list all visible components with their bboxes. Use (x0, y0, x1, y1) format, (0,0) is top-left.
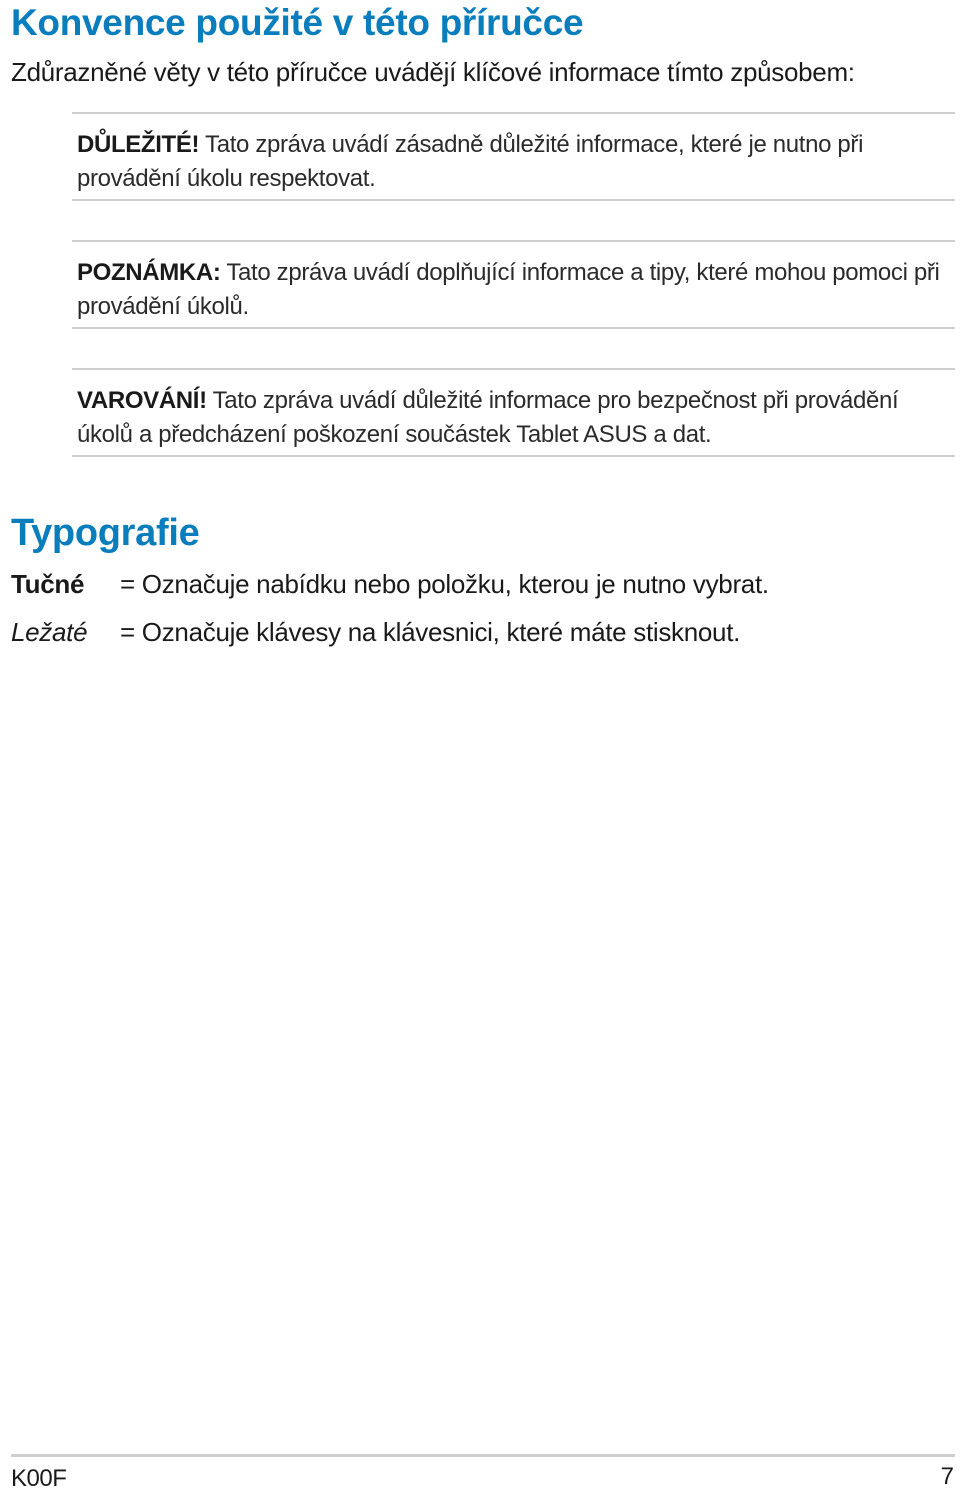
notice-important-text: Tato zpráva uvádí zásadně důležité informace, které je nutno při provádění úkolu respektovat. (77, 131, 864, 192)
notice-important (72, 112, 955, 201)
notice-note-label: POZNÁMKA: (77, 259, 221, 286)
notice-warning-text: Tato zpráva uvádí důležité informace pro bezpečnost při provádění úkolů a předcházení poškození součástek Tablet ASUS a dat. (77, 387, 899, 448)
footer-page-number: 7 (940, 1463, 954, 1490)
notice-note (72, 240, 955, 329)
typography-term-italic: Ležaté (11, 617, 88, 647)
conventions-intro: Zdůrazněné věty v této příručce uvádějí klíčové informace tímto způsobem: (11, 57, 855, 87)
typography-description-bold: = Označuje nabídku nebo položku, kterou je nutno vybrat. (120, 569, 769, 599)
notice-warning-label: VAROVÁNÍ! (77, 387, 207, 414)
notice-important-label: DŮLEŽITÉ! (77, 131, 200, 158)
notice-warning (72, 368, 955, 457)
typography-term-bold: Tučné (11, 569, 85, 599)
typography-description-italic: = Označuje klávesy na klávesnici, které máte stisknout. (120, 617, 741, 647)
section-title-conventions: Konvence použité v této příručce (11, 2, 584, 43)
footer-model-name: K00F (11, 1465, 67, 1492)
footer-divider (11, 1454, 955, 1457)
section-title-typography: Typografie (11, 512, 200, 554)
typography-row-bold (11, 569, 769, 600)
typography-row-italic (11, 617, 740, 648)
notice-note-text: Tato zpráva uvádí doplňující informace a tipy, které mohou pomoci při provádění úkolů. (77, 259, 940, 320)
